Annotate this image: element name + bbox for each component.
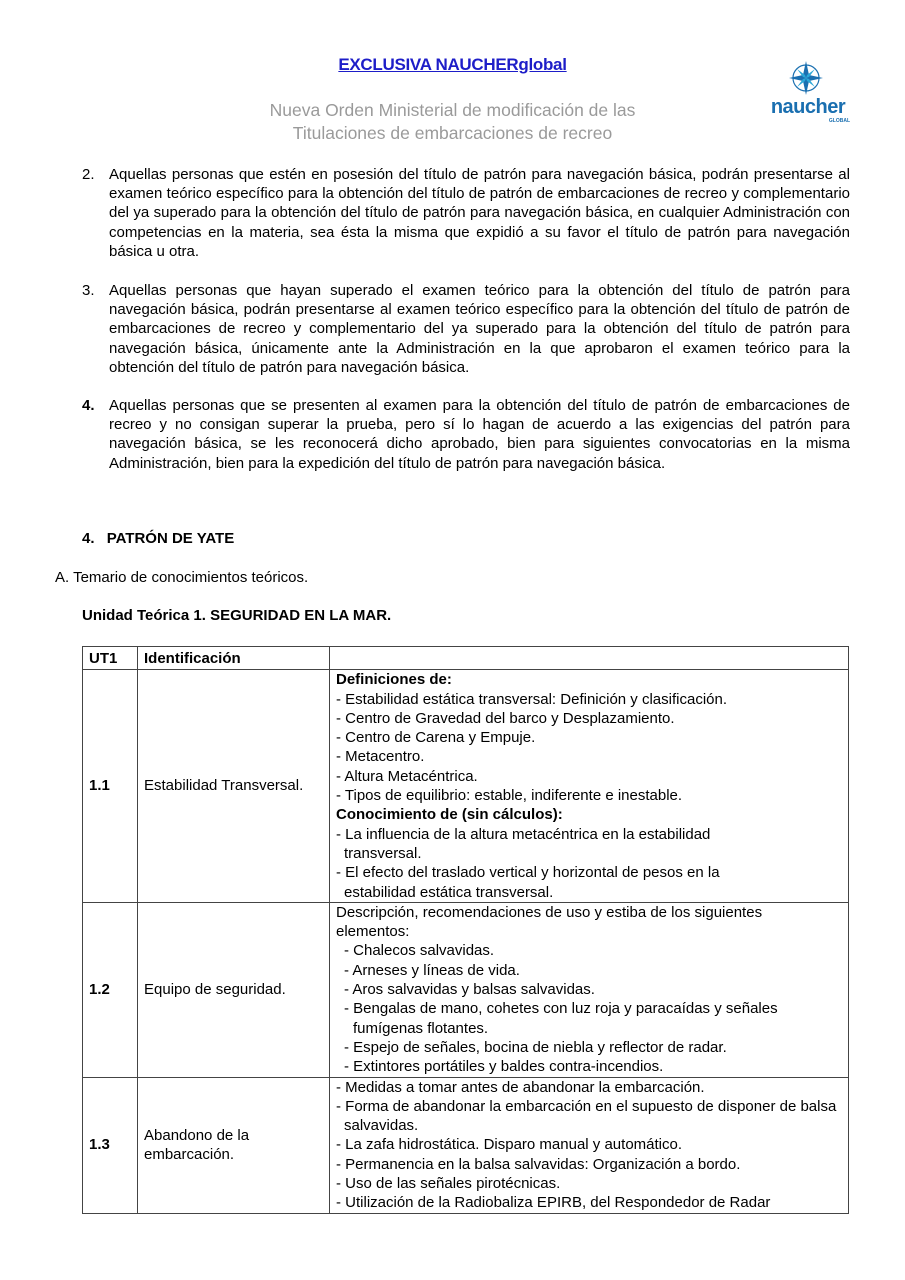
temario-heading: A. Temario de conocimientos teóricos.: [55, 569, 309, 586]
unidad-heading: Unidad Teórica 1. SEGURIDAD EN LA MAR.: [82, 607, 392, 624]
row-number: 1.1: [83, 670, 138, 903]
header-identificacion: Identificación: [138, 647, 330, 670]
content-list: [336, 941, 842, 1076]
content-line: - Extintores portátiles y baldes contra-incendios.: [344, 1058, 664, 1076]
content-heading: Conocimiento de (sin cálculos):: [336, 806, 563, 824]
item-number: 4.: [82, 397, 95, 414]
row-number: 1.3: [83, 1077, 138, 1213]
content-intro: Descripción, recomendaciones de uso y estiba de los siguientes elementos:: [336, 903, 763, 941]
content-line: - Espejo de señales, bocina de niebla y reflector de radar.: [344, 1038, 727, 1056]
item-text: Aquellas personas que se presenten al examen para la obtención del título de patrón de embarcaciones de recreo y no consigan superar la prueba, pero sí lo hagan de acuerdo a las exigencias del patrón para navegación básica, se les reconocerá dicho aprobado, bien para siguientes convocatorias en la misma Administración, bien para la expedición del título de patrón para navegación básica.: [109, 397, 850, 472]
content-line: - Permanencia en la balsa salvavidas: Organización a bordo.: [336, 1155, 741, 1173]
section-title: PATRÓN DE YATE: [106, 530, 235, 547]
row-identification: Abandono de la embarcación.: [138, 1077, 330, 1213]
item-number: 3.: [82, 282, 95, 299]
item-text: Aquellas personas que estén en posesión del título de patrón para navegación básica, podrán presentarse al examen teórico específico para la obtención del título de patrón de embarcaciones de recreo y complementario del ya superado para la obtención del título de patrón para navegación básica, en cualquier Administración con competencias en la materia, sea ésta la misma que expidió a su favor el título de patrón para navegación básica u otra.: [109, 166, 850, 260]
list-item: [82, 165, 850, 261]
content-line: - Estabilidad estática transversal: Definición y clasificación.: [336, 690, 728, 708]
content-line: - La zafa hidrostática. Disparo manual y automático.: [336, 1136, 683, 1154]
logo-word: naucher: [770, 96, 846, 118]
row-content: [330, 902, 849, 1077]
list-item: [82, 396, 850, 473]
content-line: - Utilización de la Radiobaliza EPIRB, del Respondedor de Radar: [336, 1194, 771, 1212]
content-line: - Uso de las señales pirotécnicas.: [336, 1175, 561, 1193]
subtitle-line-1: Nueva Orden Ministerial de modificación de las: [269, 100, 636, 120]
section-heading: [82, 530, 234, 547]
content-line: - Tipos de equilibrio: estable, indiferente e inestable.: [336, 787, 683, 805]
item-number: 2.: [82, 166, 95, 183]
header-ut1: UT1: [83, 647, 138, 670]
content-line: - Altura Metacéntrica.: [336, 767, 478, 785]
content-line: - Aros salvavidas y balsas salvavidas.: [344, 981, 595, 999]
content-line: - La influencia de la altura metacéntrica en la estabilidad transversal.: [336, 825, 711, 862]
content-line: - El efecto del traslado vertical y horizontal de pesos en la estabilidad estática transversal.: [336, 864, 720, 901]
content-line: - Forma de abandonar la embarcación en el supuesto de disponer de balsa salvavidas.: [336, 1097, 837, 1135]
content-line: - Metacentro.: [336, 748, 425, 766]
list-item: [82, 281, 850, 377]
header-content: [330, 647, 849, 670]
unit-table: [82, 646, 849, 1214]
content-line: - Chalecos salvavidas.: [344, 942, 495, 960]
content-line: - Medidas a tomar antes de abandonar la embarcación.: [336, 1078, 705, 1096]
content-line: - Centro de Gravedad del barco y Desplazamiento.: [336, 709, 675, 727]
content-heading: Definiciones de:: [336, 671, 452, 689]
content-line: - Centro de Carena y Empuje.: [336, 729, 536, 747]
row-identification: Estabilidad Transversal.: [138, 670, 330, 903]
row-number: 1.2: [83, 902, 138, 1077]
row-content: [330, 1077, 849, 1213]
content-line: - Arneses y líneas de vida.: [344, 961, 520, 979]
section-number: 4.: [82, 530, 95, 547]
row-content: [330, 670, 849, 903]
item-text: Aquellas personas que hayan superado el examen teórico para la obtención del título de patrón para navegación básica, podrán presentarse al examen teórico específico para la obtención del título de patrón de embarcaciones de recreo y complementario del ya superado para la obtención del título de patrón para navegación básica, únicamente ante la Administración en la que aprobaron el examen teórico para la obtención del título de patrón para navegación básica.: [109, 282, 850, 376]
logo-sub: GLOBAL: [828, 118, 850, 124]
header-link[interactable]: EXCLUSIVA NAUCHERglobal: [338, 55, 567, 74]
subtitle-line-2: Titulaciones de embarcaciones de recreo: [292, 123, 613, 143]
row-identification: Equipo de seguridad.: [138, 902, 330, 1077]
table-row: [83, 902, 849, 1077]
table-row: [83, 670, 849, 903]
content-line: - Bengalas de mano, cohetes con luz roja y paracaídas y señales fumígenas flotantes.: [344, 1000, 778, 1037]
naucher-logo: [762, 58, 852, 128]
table-row: [83, 1077, 849, 1213]
table-header-row: [83, 647, 849, 670]
